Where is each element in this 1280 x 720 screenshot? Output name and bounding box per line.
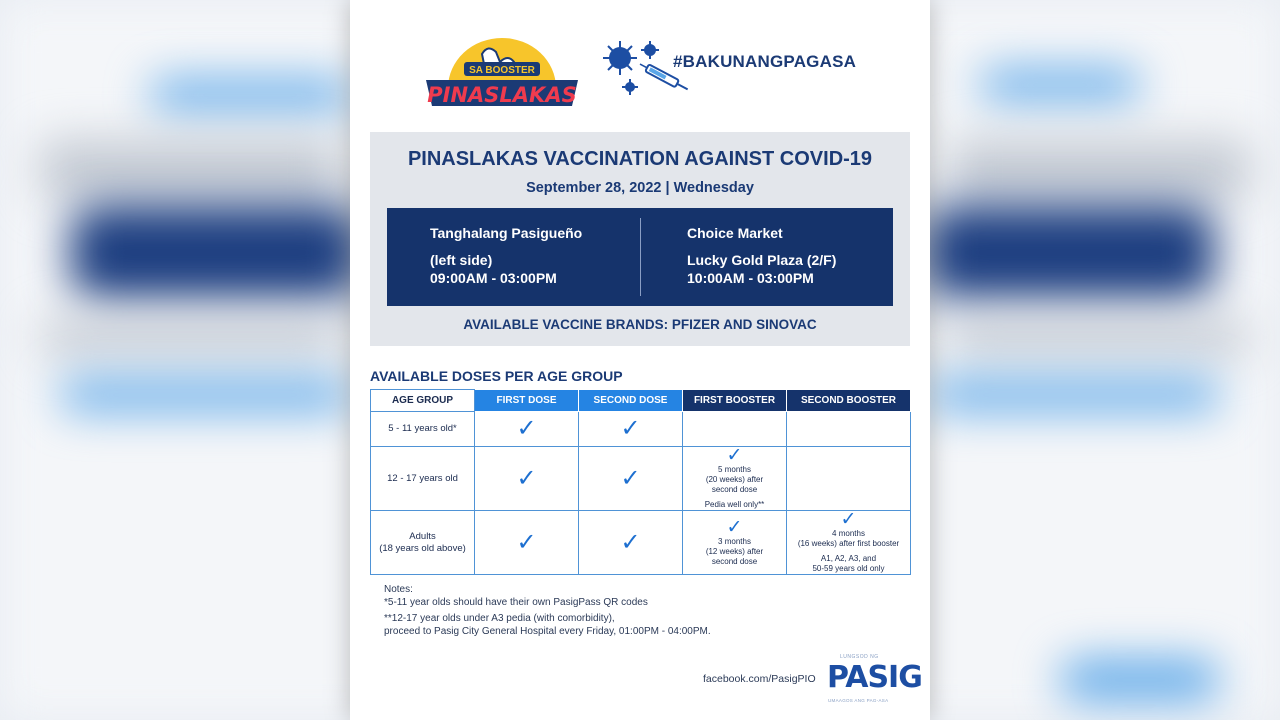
vaccine-brands: AVAILABLE VACCINE BRANDS: PFIZER AND SINOVAC [463,317,817,332]
venues-panel [387,208,893,306]
first-booster-cell [683,412,787,447]
facebook-link[interactable]: facebook.com/PasigPIO [703,673,816,685]
notes-section [384,583,711,638]
check-icon: ✓ [516,415,537,442]
table-header-row [371,390,911,412]
venue-location: Lucky Gold Plaza (2/F) [687,252,837,268]
second-dose-cell [579,511,683,575]
logo-top-text: SA BOOSTER [469,65,535,76]
pasig-logo-tagline: UMAAGOS ANG PAG-ASA [828,698,889,703]
note-item: **12-17 year olds under A3 pedia (with comorbidity), [384,613,615,624]
column-header: FIRST BOOSTER [683,390,787,412]
vaccination-poster [350,0,930,720]
booster-note: 4 months (16 weeks) after first booster [797,529,900,548]
column-header: SECOND BOOSTER [787,390,911,412]
check-icon: ✓ [840,509,857,530]
venue-hours: 10:00AM - 03:00PM [687,270,814,286]
venue-location: (left side) [430,252,493,268]
venue-right [687,224,836,287]
booster-note: 3 months (12 weeks) after second dose [705,536,764,566]
event-info-box [370,132,910,346]
check-icon: ✓ [620,528,641,556]
second-booster-cell [787,511,911,575]
check-icon: ✓ [516,464,537,492]
check-icon: ✓ [620,415,641,442]
pasig-logo: PASIG [827,660,922,695]
first-dose-cell [475,412,579,447]
venue-left [430,224,582,287]
first-booster-cell [683,511,787,575]
first-dose-cell [475,511,579,575]
second-booster-cell [787,447,911,511]
page-title: PINASLAKAS VACCINATION AGAINST COVID-19 [407,148,873,170]
note-item: *5-11 year olds should have their own PasigPass QR codes [384,597,648,608]
note-item: proceed to Pasig City General Hospital every Friday, 01:00PM - 04:00PM. [384,626,711,637]
check-icon: ✓ [726,445,743,466]
column-header: FIRST DOSE [475,390,579,412]
column-header: AGE GROUP [371,390,475,412]
check-icon: ✓ [726,516,743,538]
age-group-cell: Adults (18 years old above) [371,511,475,575]
second-dose-cell [579,412,683,447]
venue-name: Tanghalang Pasigueño [430,225,583,241]
table-row [371,412,911,447]
table-row [371,447,911,511]
age-group-cell: 12 - 17 years old [371,447,475,511]
venue-name: Choice Market [687,225,783,241]
doses-table [370,389,911,575]
first-dose-cell [475,447,579,511]
venue-divider [640,218,641,296]
booster-note-secondary: Pedia well only** [704,500,765,509]
booster-note-secondary: A1, A2, A3, and 50-59 years old only [812,554,885,573]
second-booster-cell [787,412,911,447]
notes-heading: Notes: [384,584,413,595]
venue-hours: 09:00AM - 03:00PM [430,270,557,286]
booster-note: 5 months (20 weeks) after second dose [705,465,764,494]
second-dose-cell [579,447,683,511]
hashtag: #BAKUNANGPAGASA [673,52,857,71]
table-row [371,511,911,575]
doses-title: AVAILABLE DOSES PER AGE GROUP [370,368,623,384]
logo-brand-text: PINASLAKAS [427,83,577,107]
first-booster-cell [683,447,787,511]
pinaslakas-logo [422,32,582,108]
event-date: September 28, 2022 | Wednesday [526,180,754,196]
check-icon: ✓ [516,528,537,556]
check-icon: ✓ [620,464,641,492]
column-header: SECOND DOSE [579,390,683,412]
pasig-logo-top: LUNGSOD NG [840,654,879,660]
age-group-cell: 5 - 11 years old* [371,412,475,447]
